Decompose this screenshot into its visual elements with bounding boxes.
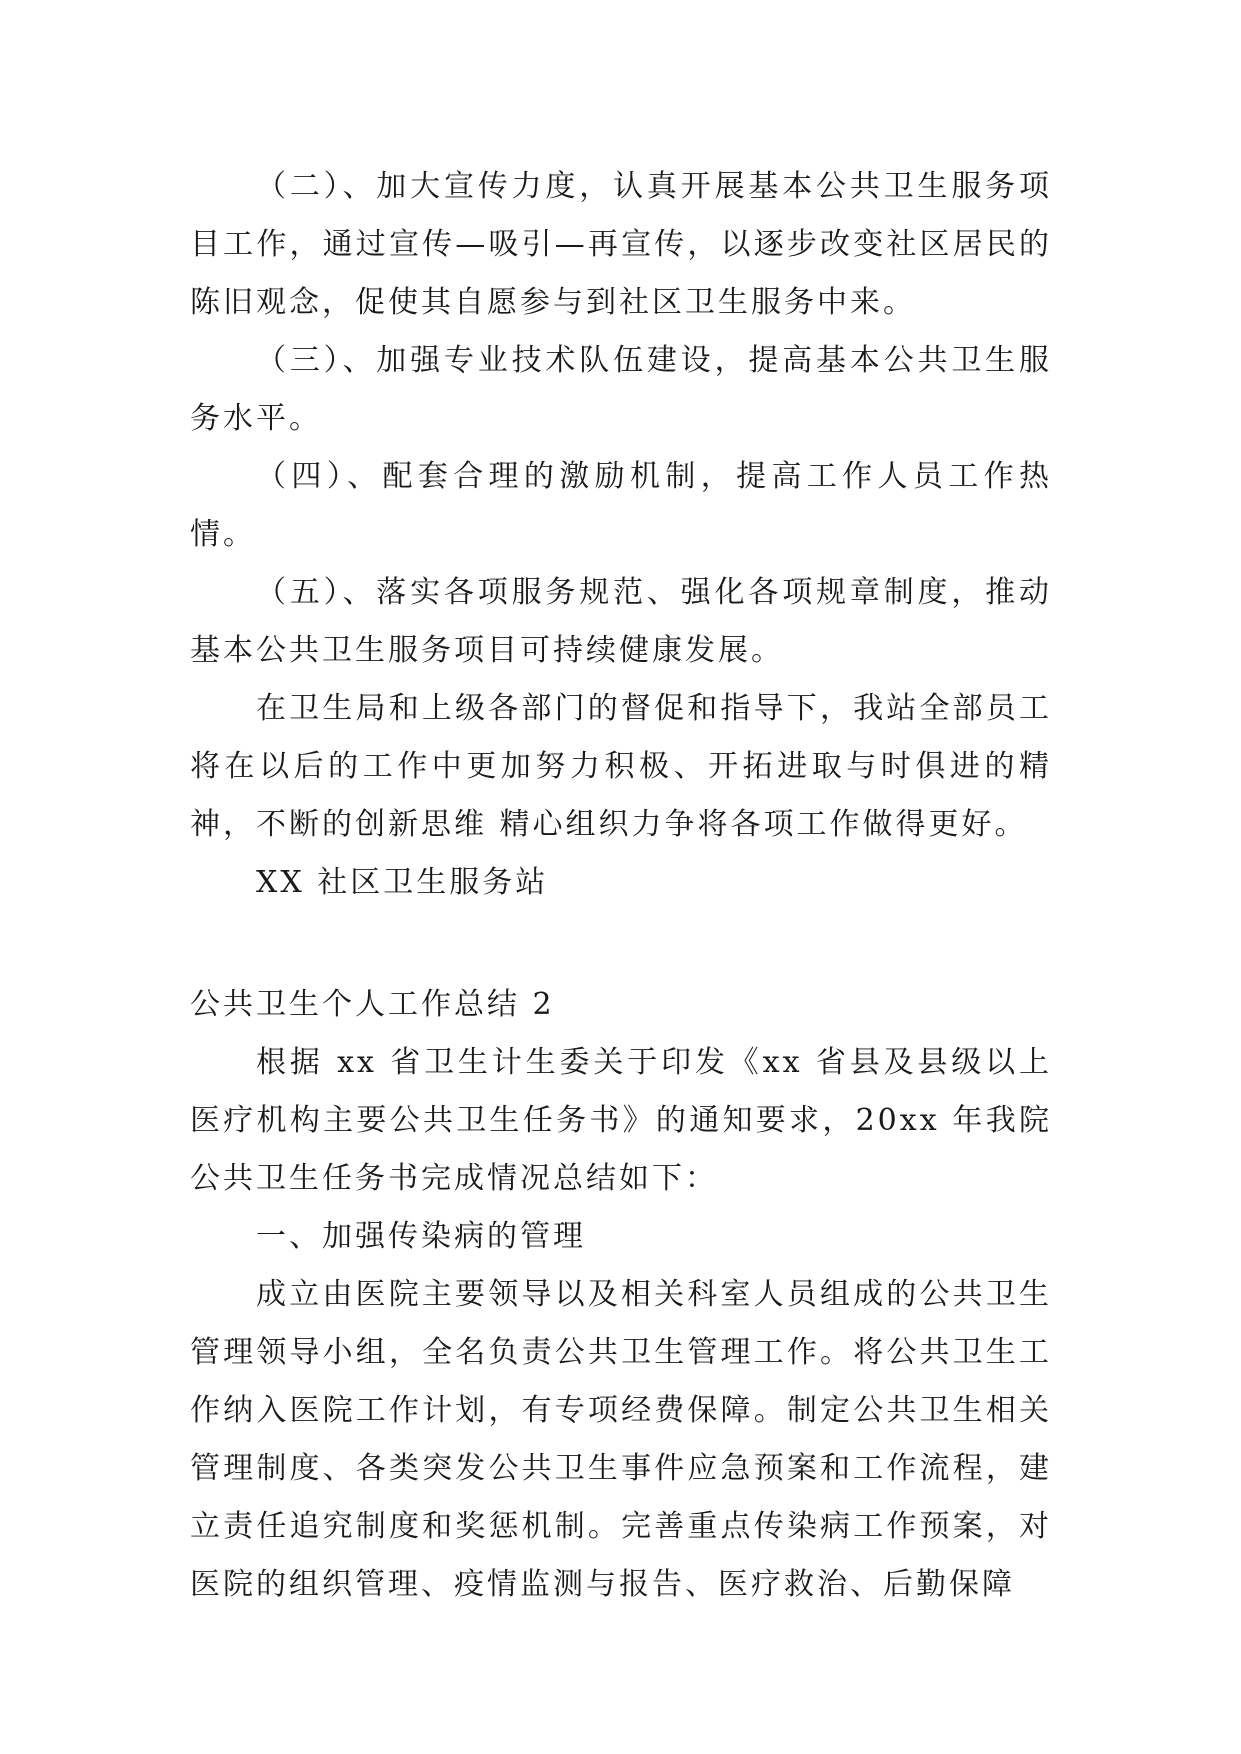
closing-paragraph: 在卫生局和上级各部门的督促和指导下，我站全部员工将在以后的工作中更加努力积极、开拓进取与时俱进的精神，不断的创新思维 精心组织力争将各项工作做得更好。 (190, 691, 1052, 842)
paragraph-item-2: （二）、加大宣传力度，认真开展基本公共卫生服务项目工作，通过宣传—吸引—再宣传，以逐步改变社区居民的陈旧观念，促使其自愿参与到社区卫生服务中来。 (190, 169, 1052, 320)
paragraph-item-4: （四）、配套合理的激励机制，提高工作人员工作热情。 (190, 459, 1052, 552)
subheading: 一、加强传染病的管理 (256, 1219, 586, 1254)
document-body (190, 158, 1052, 1614)
section-title: 公共卫生个人工作总结 2 (190, 987, 555, 1022)
signature-line: XX 社区卫生服务站 (256, 865, 549, 900)
paragraph-item-5: （五）、落实各项服务规范、强化各项规章制度，推动基本公共卫生服务项目可持续健康发展。 (190, 575, 1052, 668)
body-paragraph: 成立由医院主要领导以及相关科室人员组成的公共卫生管理领导小组，全名负责公共卫生管理工作。将公共卫生工作纳入医院工作计划，有专项经费保障。制定公共卫生相关管理制度、各类突发公共卫生事件应急预案和工作流程，建立责任追究制度和奖惩机制。完善重点传染病工作预案，对医院的组织管理、疫情监测与报告、医疗救治、后勤保障 (190, 1277, 1052, 1602)
intro-paragraph: 根据 xx 省卫生计生委关于印发《xx 省县及县级以上医疗机构主要公共卫生任务书》的通知要求，20xx 年我院公共卫生任务书完成情况总结如下： (190, 1045, 1052, 1196)
paragraph-item-3: （三）、加强专业技术队伍建设，提高基本公共卫生服务水平。 (190, 343, 1052, 436)
